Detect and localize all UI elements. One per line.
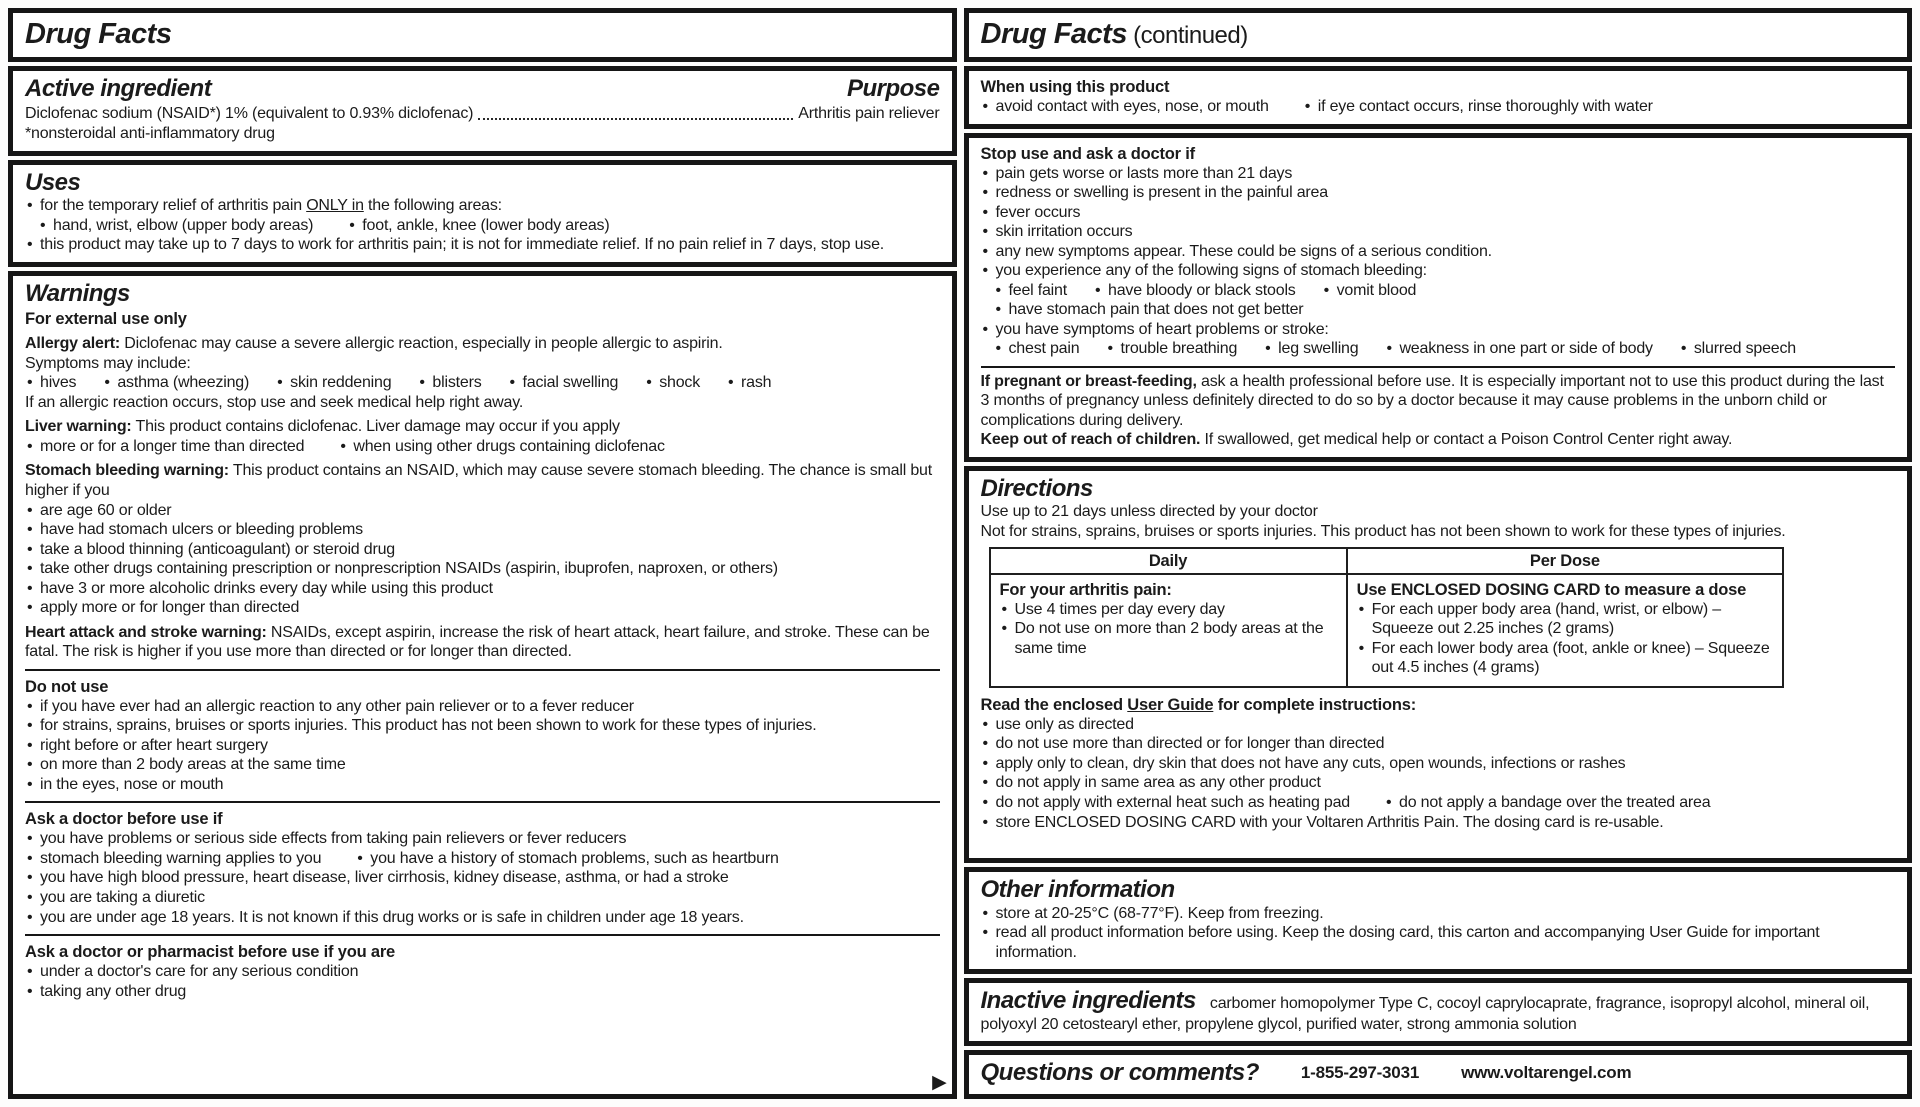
- ask-pharmacist-bullet: • taking any other drug: [25, 982, 940, 1002]
- stomach-bullet: • have had stomach ulcers or bleeding problems: [25, 520, 940, 540]
- per-dose-column-header: Per Dose: [1347, 548, 1784, 574]
- when-using-heading: When using this product: [980, 77, 1170, 96]
- children-paragraph: Keep out of reach of children. If swallowed, get medical help or contact a Poison Control Center right away.: [980, 431, 1733, 449]
- pregnancy-label: If pregnant or breast-feeding,: [980, 372, 1197, 390]
- questions-heading: Questions or comments?: [980, 1059, 1259, 1087]
- daily-cell: [990, 574, 1347, 687]
- uses-bullet-areas: • for the temporary relief of arthritis pain ONLY in the following areas:: [25, 196, 940, 216]
- pregnancy-subsection: [981, 366, 1896, 450]
- stop-use-bullet: • you have symptoms of heart problems or stroke:: [981, 320, 1896, 340]
- stop-use-bullet: • redness or swelling is present in the painful area: [981, 183, 1896, 203]
- directions-bullet: • apply only to clean, dry skin that does not have any cuts, open wounds, infections or rashes: [981, 754, 1896, 774]
- drug-facts-continued-title: Drug Facts (continued): [980, 18, 1248, 50]
- daily-bullet: • Do not use on more than 2 body areas at the same time: [1000, 619, 1337, 658]
- stop-use-bullet: • fever occurs: [981, 203, 1896, 223]
- external-use-only: For external use only: [25, 310, 187, 329]
- upper-body-areas: • hand, wrist, elbow (upper body areas): [38, 216, 313, 236]
- other-info-bullet: • read all product information before using. Keep the dosing card, this carton and accompanying User Guide for important information.: [981, 923, 1896, 962]
- symptoms-line: Symptoms may include:: [25, 354, 191, 372]
- do-not-use-bullet: • for strains, sprains, bruises or sports injuries. This product has not been shown to work for these types of injuries.: [25, 716, 940, 736]
- directions-pair-row: [981, 793, 1896, 813]
- heart-sign: • slurred speech: [1679, 339, 1796, 359]
- do-not-use-bullet: • in the eyes, nose or mouth: [25, 775, 940, 795]
- liver-warning-label: Liver warning:: [25, 418, 132, 436]
- stop-use-bullet: • you experience any of the following signs of stomach bleeding:: [981, 261, 1896, 281]
- pregnancy-paragraph: If pregnant or breast-feeding, ask a health professional before use. It is especially important not to use this product during the last 3 months of pregnancy unless definitely directed to do so by a doctor because it may cause problems in the unborn child or complications during delivery.: [980, 372, 1884, 429]
- when-using-section: [964, 66, 1913, 129]
- do-not-use-bullet: • right before or after heart surgery: [25, 736, 940, 756]
- ask-doctor-bullet: • you have problems or serious side effects from taking pain relievers or fever reducers: [25, 829, 940, 849]
- questions-section: [964, 1050, 1913, 1099]
- uses-bullet-7days: • this product may take up to 7 days to work for arthritis pain; it is not for immediate relief. If no pain relief in 7 days, stop use.: [25, 235, 940, 255]
- stop-use-heading: Stop use and ask a doctor if: [980, 144, 1195, 163]
- stomach-sign: • have bloody or black stools: [1093, 281, 1296, 301]
- other-information-heading: Other information: [980, 876, 1175, 904]
- left-column: [8, 8, 957, 1099]
- ask-doctor-bullet: • you have high blood pressure, heart disease, liver cirrhosis, kidney disease, asthma, or had a stroke: [25, 868, 940, 888]
- ask-pharmacist-heading: Ask a doctor or pharmacist before use if you are: [25, 943, 396, 962]
- do-not-use-bullet: • on more than 2 body areas at the same time: [25, 755, 940, 775]
- dosing-table: [989, 547, 1785, 688]
- symptom-item: • skin reddening: [275, 373, 391, 393]
- stomach-sign: • have stomach pain that does not get better: [994, 300, 1896, 320]
- directions-heading: Directions: [980, 474, 1093, 502]
- stomach-bullet: • are age 60 or older: [25, 501, 940, 521]
- stomach-warning-paragraph: Stomach bleeding warning: This product contains an NSAID, which may cause severe stomach bleeding. The chance is small but higher if you: [25, 462, 932, 499]
- continued-suffix: (continued): [1126, 22, 1248, 49]
- stop-use-section: [964, 133, 1913, 462]
- drug-facts-continued-section: [964, 8, 1913, 62]
- questions-row: [981, 1059, 1896, 1087]
- stop-use-bullet: • pain gets worse or lasts more than 21 days: [981, 164, 1896, 184]
- stomach-sign: • vomit blood: [1322, 281, 1417, 301]
- ask-doctor-bullet: • you have a history of stomach problems, such as heartburn: [355, 849, 778, 869]
- daily-bullet: • Use 4 times per day every day: [1000, 600, 1337, 620]
- warnings-heading: Warnings: [25, 279, 130, 307]
- dosing-table-body-row: [990, 574, 1784, 687]
- ingredient-name: Diclofenac sodium (NSAID*) 1% (equivalent to 0.93% diclofenac): [25, 105, 474, 123]
- other-information-section: [964, 867, 1913, 974]
- heart-sign: • trouble breathing: [1105, 339, 1237, 359]
- drug-facts-title: Drug Facts: [25, 18, 172, 50]
- drug-facts-title-section: [8, 8, 957, 62]
- ask-doctor-pair-row: [25, 849, 940, 869]
- website-url: www.voltarengel.com: [1461, 1063, 1632, 1083]
- heart-sign: • leg swelling: [1263, 339, 1358, 359]
- per-dose-bullet: • For each upper body area (hand, wrist, or elbow) – Squeeze out 2.25 inches (2 grams): [1357, 600, 1774, 639]
- inactive-ingredients-list: carbomer homopolymer Type C, cocoyl caprylocaprate, fragrance, isopropyl alcohol, mineral oil, polyoxyl 20 cetostearyl ether, propylene glycol, purified water, strong ammonia solution: [980, 995, 1870, 1033]
- ask-pharmacist-bullet: • under a doctor's care for any serious condition: [25, 962, 940, 982]
- user-guide-underline: User Guide: [1127, 695, 1214, 714]
- phone-number: 1-855-297-3031: [1300, 1063, 1420, 1083]
- stomach-bullet: • take other drugs containing prescription or nonprescription NSAIDs (aspirin, ibuprofen, naproxen, or others): [25, 559, 940, 579]
- stop-use-bullet: • skin irritation occurs: [981, 222, 1896, 242]
- do-not-use-heading: Do not use: [25, 677, 109, 696]
- stomach-signs-row: [994, 281, 1896, 301]
- dotted-leader: [478, 118, 793, 120]
- allergy-reaction-line: If an allergic reaction occurs, stop use and seek medical help right away.: [25, 393, 524, 411]
- directions-bullet: • do not apply with external heat such as heating pad: [981, 793, 1351, 813]
- allergy-symptoms-row: [25, 373, 940, 393]
- ask-doctor-bullet: • you are under age 18 years. It is not known if this drug works or is safe in children under age 18 years.: [25, 908, 940, 928]
- stomach-bullet: • apply more or for longer than directed: [25, 598, 940, 618]
- liver-warning-row: [25, 437, 940, 457]
- when-using-bullet: • avoid contact with eyes, nose, or mouth: [981, 97, 1269, 117]
- heart-signs-row: [994, 339, 1896, 359]
- body-areas-row: [38, 216, 940, 236]
- liver-warning-paragraph: Liver warning: This product contains diclofenac. Liver damage may occur if you apply: [25, 418, 620, 436]
- allergy-alert-label: Allergy alert:: [25, 335, 121, 353]
- directions-bullet: • do not use more than directed or for longer than directed: [981, 734, 1896, 754]
- heart-warning-paragraph: Heart attack and stroke warning: NSAIDs, except aspirin, increase the risk of heart attack, heart failure, and stroke. These can be fatal. The risk is higher if you use more than directed or for longer than directed.: [25, 623, 930, 661]
- dosing-table-header-row: [990, 548, 1784, 574]
- heart-warning-label: Heart attack and stroke warning:: [25, 623, 267, 641]
- stomach-warning-label: Stomach bleeding warning:: [25, 462, 229, 480]
- stomach-bullet: • have 3 or more alcoholic drinks every day while using this product: [25, 579, 940, 599]
- symptom-item: • blisters: [417, 373, 481, 393]
- inactive-ingredients-section: [964, 978, 1913, 1046]
- directions-line1: Use up to 21 days unless directed by your doctor: [980, 503, 1318, 521]
- lower-body-areas: • foot, ankle, knee (lower body areas): [347, 216, 609, 236]
- directions-line2: Not for strains, sprains, bruises or sports injuries. This product has not been shown to work for these types of injuries.: [980, 522, 1786, 540]
- purpose-value: Arthritis pain reliever: [798, 105, 940, 123]
- symptom-item: • rash: [726, 373, 771, 393]
- other-info-bullet: • store at 20-25°C (68-77°F). Keep from freezing.: [981, 904, 1896, 924]
- heart-sign: • chest pain: [994, 339, 1080, 359]
- ask-doctor-bullet: • you are taking a diuretic: [25, 888, 940, 908]
- active-ingredient-header: [25, 75, 940, 103]
- do-not-use-bullet: • if you have ever had an allergic reaction to any other pain reliever or to a fever reducer: [25, 697, 940, 717]
- liver-bullet: • more or for a longer time than directed: [25, 437, 304, 457]
- only-in-underline: ONLY in: [306, 197, 364, 215]
- per-dose-bullet: • For each lower body area (foot, ankle or knee) – Squeeze out 4.5 inches (4 grams): [1357, 639, 1774, 678]
- per-dose-cell: [1347, 574, 1784, 687]
- children-label: Keep out of reach of children.: [980, 431, 1201, 449]
- daily-column-header: Daily: [990, 548, 1347, 574]
- directions-bullet: • use only as directed: [981, 715, 1896, 735]
- active-ingredient-heading: Active ingredient: [25, 74, 212, 102]
- stomach-sign: • feel faint: [994, 281, 1068, 301]
- stomach-bullet: • take a blood thinning (anticoagulant) or steroid drug: [25, 540, 940, 560]
- ingredient-purpose-row: [25, 104, 940, 124]
- per-dose-cell-title: Use ENCLOSED DOSING CARD to measure a dose: [1356, 580, 1747, 599]
- nsaid-footnote: *nonsteroidal anti-inflammatory drug: [25, 125, 275, 142]
- active-ingredient-section: [8, 66, 957, 156]
- daily-cell-title: For your arthritis pain:: [999, 580, 1172, 599]
- uses-section: [8, 160, 957, 267]
- purpose-heading: Purpose: [846, 74, 940, 102]
- do-not-use-subsection: [25, 669, 940, 795]
- directions-section: [964, 466, 1913, 863]
- heart-sign: • weakness in one part or side of body: [1384, 339, 1652, 359]
- symptom-item: • hives: [25, 373, 76, 393]
- symptom-item: • facial swelling: [508, 373, 619, 393]
- warnings-section: [8, 271, 957, 1099]
- right-column: [964, 8, 1913, 1099]
- when-using-row: [981, 97, 1896, 117]
- user-guide-heading: Read the enclosed User Guide for complete instructions:: [980, 695, 1417, 714]
- stop-use-bullet: • any new symptoms appear. These could be signs of a serious condition.: [981, 242, 1896, 262]
- ask-doctor-heading: Ask a doctor before use if: [25, 810, 223, 829]
- symptom-item: • asthma (wheezing): [102, 373, 249, 393]
- ask-pharmacist-subsection: [25, 934, 940, 1001]
- ask-doctor-subsection: [25, 801, 940, 927]
- allergy-alert-paragraph: Allergy alert: Diclofenac may cause a severe allergic reaction, especially in people allergic to aspirin. Symptoms may include:: [25, 335, 723, 372]
- ask-doctor-bullet: • stomach bleeding warning applies to you: [25, 849, 321, 869]
- directions-bullet: • do not apply in same area as any other product: [981, 773, 1896, 793]
- directions-bullet: • store ENCLOSED DOSING CARD with your Voltaren Arthritis Pain. The dosing card is re-usable.: [981, 813, 1896, 833]
- symptom-item: • shock: [644, 373, 700, 393]
- liver-bullet: • when using other drugs containing diclofenac: [338, 437, 664, 457]
- inactive-ingredients-heading: Inactive ingredients: [980, 987, 1196, 1015]
- uses-heading: Uses: [25, 168, 81, 196]
- continued-arrow-icon: ▶: [932, 1071, 947, 1093]
- directions-bullet: • do not apply a bandage over the treated area: [1384, 793, 1710, 813]
- when-using-bullet: • if eye contact occurs, rinse thoroughly with water: [1303, 97, 1653, 117]
